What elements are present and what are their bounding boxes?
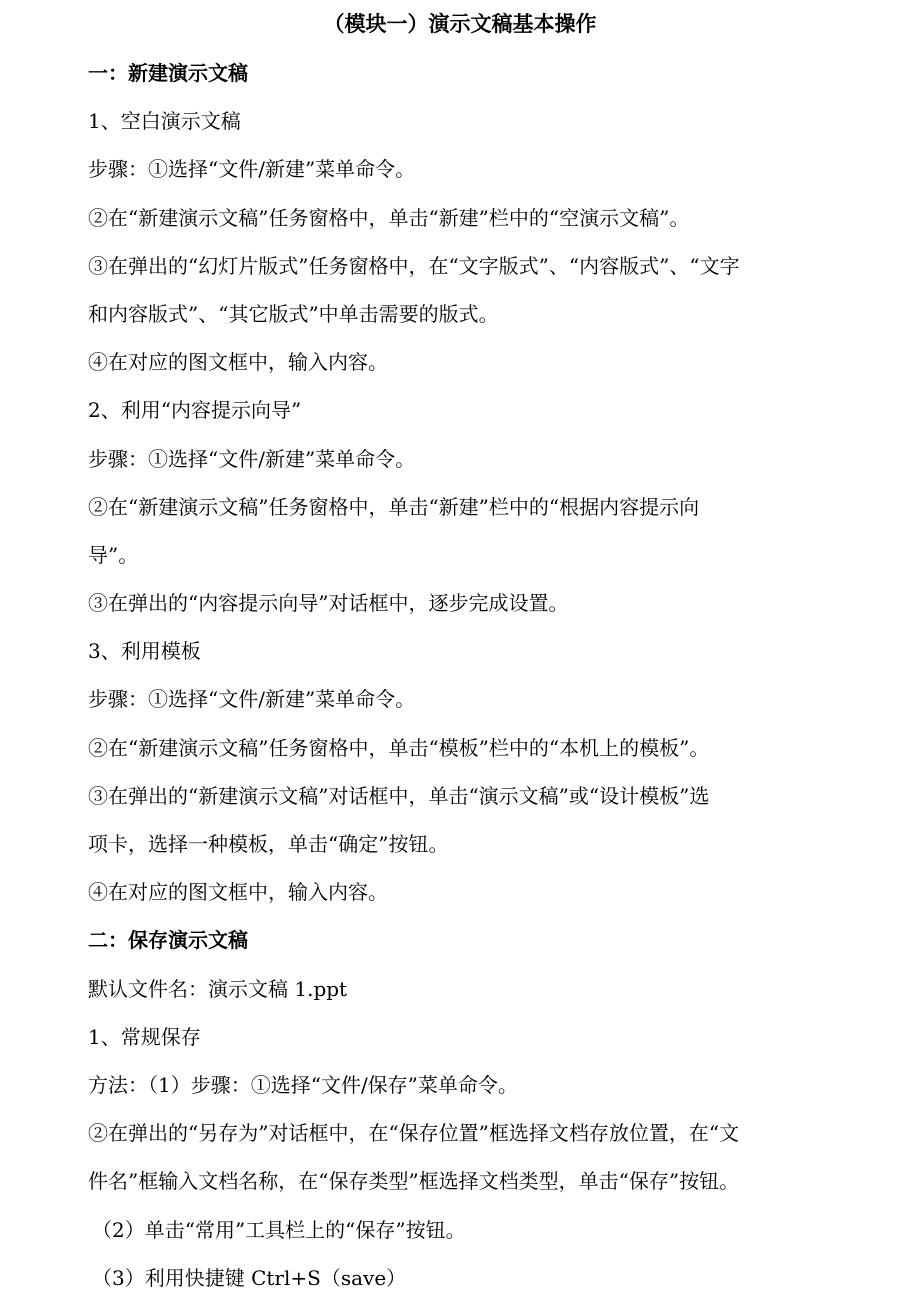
text-line: 方法：（1）步骤：①选择“文件/保存”菜单命令。 bbox=[88, 1072, 518, 1097]
text-line: ③在弹出的“新建演示文稿”对话框中，单击“演示文稿”或“设计模板”选 bbox=[88, 783, 710, 808]
text-line: 默认文件名：演示文稿 1.ppt bbox=[88, 976, 348, 1001]
text-line: 项卡，选择一种模板，单击“确定”按钮。 bbox=[88, 832, 449, 856]
text-line: ④在对应的图文框中，输入内容。 bbox=[88, 350, 388, 375]
text-line: 步骤：①选择“文件/新建”菜单命令。 bbox=[88, 157, 416, 182]
text-line: （3）利用快捷键 Ctrl+S（save） bbox=[92, 1265, 407, 1290]
text-line: ②在弹出的“另存为”对话框中，在“保存位置”框选择文档存放位置，在“文 bbox=[88, 1121, 740, 1146]
text-line: 步骤：①选择“文件/新建”菜单命令。 bbox=[88, 687, 416, 712]
text-line: ④在对应的图文框中，输入内容。 bbox=[88, 880, 388, 905]
text-line: 步骤：①选择“文件/新建”菜单命令。 bbox=[88, 446, 416, 471]
text-line: 1、常规保存 bbox=[88, 1024, 201, 1049]
text-line: ③在弹出的“内容提示向导”对话框中，逐步完成设置。 bbox=[88, 591, 569, 616]
text-line: 1、空白演示文稿 bbox=[88, 109, 241, 134]
document-title: （模块一）演示文稿基本操作 bbox=[323, 11, 597, 36]
text-line: 和内容版式”、“其它版式”中单击需要的版式。 bbox=[88, 301, 499, 326]
text-line: ②在“新建演示文稿”任务窗格中，单击“新建”栏中的“根据内容提示向 bbox=[88, 494, 700, 519]
section-heading: 二：保存演示文稿 bbox=[88, 928, 248, 953]
text-line: ②在“新建演示文稿”任务窗格中，单击“模板”栏中的“本机上的模板”。 bbox=[88, 735, 710, 760]
text-line: 件名”框输入文档名称，在“保存类型”框选择文档类型，单击“保存”按钮。 bbox=[88, 1169, 740, 1194]
text-line: 导”。 bbox=[88, 542, 139, 567]
document-body bbox=[88, 56, 838, 1309]
text-line: ②在“新建演示文稿”任务窗格中，单击“新建”栏中的“空演示文稿”。 bbox=[88, 205, 690, 230]
section-heading: 一：新建演示文稿 bbox=[88, 61, 248, 85]
text-line: 3、利用模板 bbox=[88, 639, 201, 664]
text-line: ③在弹出的“幻灯片版式”任务窗格中，在“文字版式”、“内容版式”、“文字 bbox=[88, 253, 740, 278]
text-line: （2）单击“常用”工具栏上的“保存”按钮。 bbox=[92, 1217, 466, 1242]
text-line: 2、利用“内容提示向导” bbox=[88, 398, 302, 423]
